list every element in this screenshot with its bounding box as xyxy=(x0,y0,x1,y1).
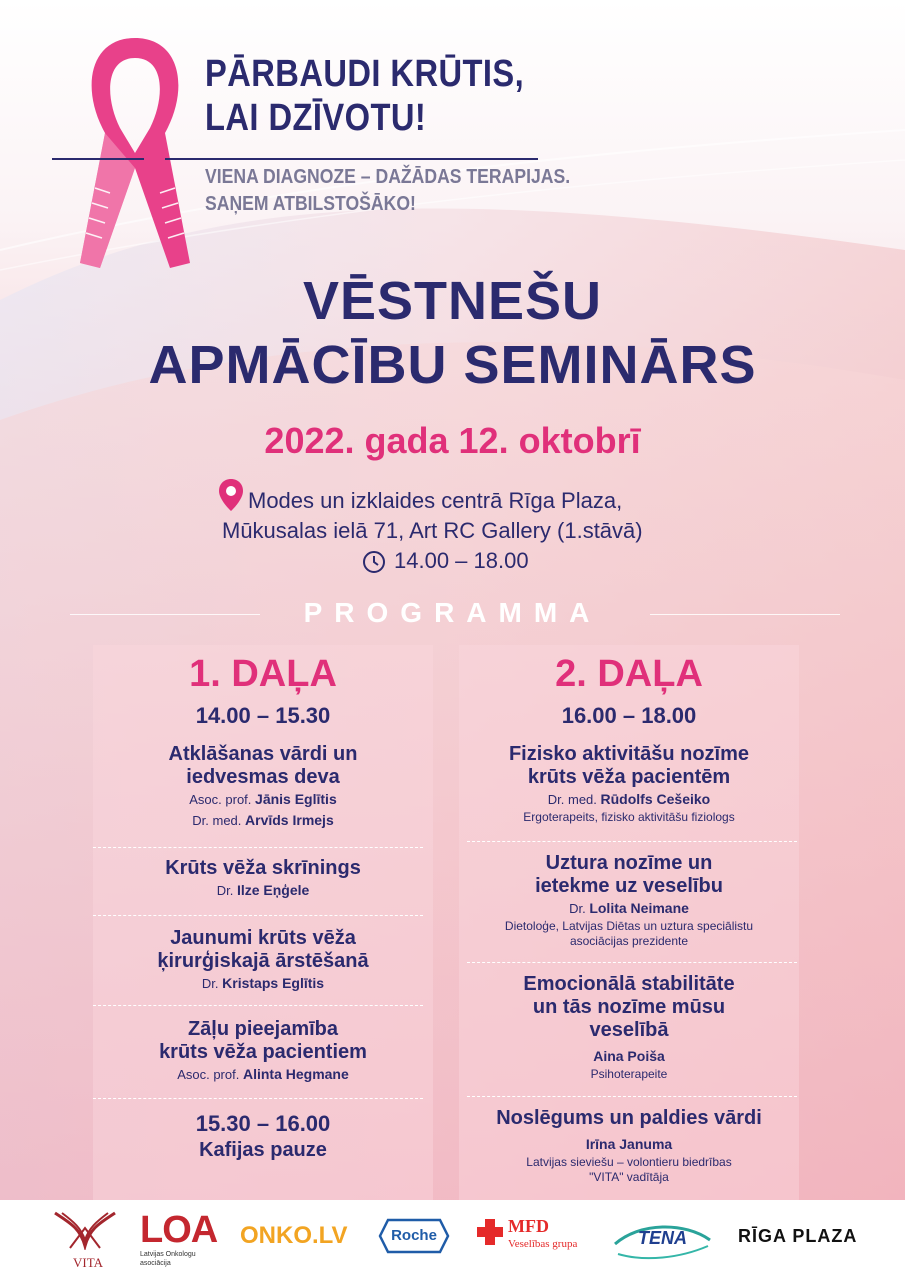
coffee-break xyxy=(93,1111,433,1163)
item-title: Zāļu pieejamība xyxy=(187,1018,339,1040)
roche-logo xyxy=(378,1218,450,1254)
item-title: krūts vēža pacientiem xyxy=(159,1041,367,1063)
medical-cross-icon xyxy=(476,1218,504,1246)
item-title: Noslēgums un paldies vārdi xyxy=(496,1107,762,1129)
part1-time: 14.00 – 15.30 xyxy=(195,703,331,728)
speaker: Irīna Januma xyxy=(585,1136,673,1152)
part1-item-2 xyxy=(93,857,433,901)
part2-item-1 xyxy=(459,743,799,825)
vita-logo xyxy=(50,1208,120,1268)
speaker: Dr. Kristaps Eglītis xyxy=(201,975,325,991)
item-title: ķirurģiskajā ārstēšanā xyxy=(157,950,369,972)
part1-item-3 xyxy=(93,927,433,994)
header-title xyxy=(205,52,524,140)
item-title: Jaunumi krūts vēža xyxy=(170,927,356,949)
part2-item-2 xyxy=(459,852,799,949)
speaker-description: asociācijas prezidente xyxy=(569,934,689,948)
part2-item-3 xyxy=(459,973,799,1082)
divider xyxy=(467,1096,797,1097)
item-title: Emocionālā stabilitāte xyxy=(523,973,735,995)
speaker: Dr. Ilze Eņģele xyxy=(216,882,310,898)
item-title: Atklāšanas vārdi un xyxy=(168,743,358,765)
event-address-line1: Modes un izklaides centrā Rīga Plaza, xyxy=(248,488,623,513)
break-time: 15.30 – 16.00 xyxy=(195,1111,331,1136)
part1-item-1 xyxy=(93,743,433,831)
program-heading: PROGRAMMA xyxy=(303,597,602,628)
part2-time: 16.00 – 18.00 xyxy=(561,703,697,728)
part2-item-4 xyxy=(459,1107,799,1185)
tena-logo-text: TENA xyxy=(638,1228,687,1248)
item-title: iedvesmas deva xyxy=(186,766,340,788)
header-title-line1: PĀRBAUDI KRŪTIS, xyxy=(205,53,525,95)
header-divider-right xyxy=(165,158,538,160)
loa-logo xyxy=(140,1210,220,1270)
header-subtitle-line2: SAŅEM ATBILSTOŠĀKO! xyxy=(205,193,416,215)
sponsor-footer xyxy=(0,1200,905,1280)
speaker-description: Latvijas sieviešu – volontieru biedrības xyxy=(526,1155,732,1169)
roche-logo-text: Roche xyxy=(391,1227,437,1244)
speaker: Dr. Lolita Neimane xyxy=(569,900,689,916)
event-title-line2: APMĀCĪBU SEMINĀRS xyxy=(148,335,757,395)
divider xyxy=(93,1005,423,1006)
vita-logo-text: VITA xyxy=(72,1255,103,1270)
event-address xyxy=(222,486,643,546)
break-label: Kafijas pauze xyxy=(199,1139,327,1161)
speaker-description: "VITA" vadītāja xyxy=(589,1170,669,1184)
riga-plaza-logo: RĪGA PLAZA xyxy=(738,1226,858,1246)
program-part2-column xyxy=(459,645,799,1200)
speaker-description: Psihoterapeite xyxy=(590,1067,668,1081)
item-title: Fizisko aktivitāšu nozīme xyxy=(508,743,750,765)
header-title-line2: LAI DZĪVOTU! xyxy=(205,97,427,139)
loa-logo-subtitle: Latvijas Onkologu asociācija xyxy=(140,1251,196,1267)
divider xyxy=(467,962,797,963)
vita-logo-mark xyxy=(50,1208,120,1250)
speaker: Asoc. prof. Alinta Hegmane xyxy=(177,1066,349,1082)
item-title: Uztura nozīme un xyxy=(545,852,713,874)
part2-title: 2. DAĻA xyxy=(555,653,703,695)
event-title-line1: VĒSTNEŠU xyxy=(302,271,603,331)
divider xyxy=(93,1098,423,1099)
speaker: Dr. med. Arvīds Irmejs xyxy=(192,812,334,828)
speaker-description: Dietoloģe, Latvijas Diētas un uztura speciālistu xyxy=(504,919,754,933)
onko-logo: ONKO.LV xyxy=(240,1222,348,1249)
divider xyxy=(93,915,423,916)
speaker: Dr. med. Rūdolfs Cešeiko xyxy=(547,791,711,807)
item-title: veselībā xyxy=(589,1019,669,1041)
program-part1-column xyxy=(93,645,433,1200)
tena-logo xyxy=(610,1214,715,1264)
header-subtitle-line1: VIENA DIAGNOZE – DAŽĀDAS TERAPIJAS. xyxy=(205,166,571,188)
item-title: Krūts vēža skrīnings xyxy=(165,857,361,879)
speaker-description: Ergoterapeits, fizisko aktivitāšu fiziologs xyxy=(523,810,735,824)
mfd-logo-subtitle: Veselības grupa xyxy=(508,1238,578,1250)
header-subtitle xyxy=(205,164,570,218)
divider xyxy=(93,847,423,848)
event-date: 2022. gada 12. oktobrī xyxy=(264,420,641,461)
event-address-line2: Mūkusalas ielā 71, Art RC Gallery (1.stāvā) xyxy=(222,518,643,543)
mfd-logo xyxy=(476,1216,596,1260)
event-time: 14.00 – 18.00 xyxy=(394,548,529,573)
part1-item-4 xyxy=(93,1018,433,1085)
item-title: krūts vēža pacientēm xyxy=(527,766,731,788)
speaker: Aina Poiša xyxy=(593,1048,665,1064)
loa-logo-text: LOA xyxy=(140,1209,218,1251)
speaker: Asoc. prof. Jānis Eglītis xyxy=(189,791,337,807)
mfd-logo-text: MFD xyxy=(508,1216,549,1236)
pink-ribbon-icon xyxy=(60,28,210,278)
item-title: ietekme uz veselību xyxy=(535,875,723,897)
divider xyxy=(467,841,797,842)
clock-icon xyxy=(362,550,386,574)
item-title: un tās nozīme mūsu xyxy=(532,996,726,1018)
part1-title: 1. DAĻA xyxy=(189,653,337,695)
header-divider-left xyxy=(52,158,144,160)
